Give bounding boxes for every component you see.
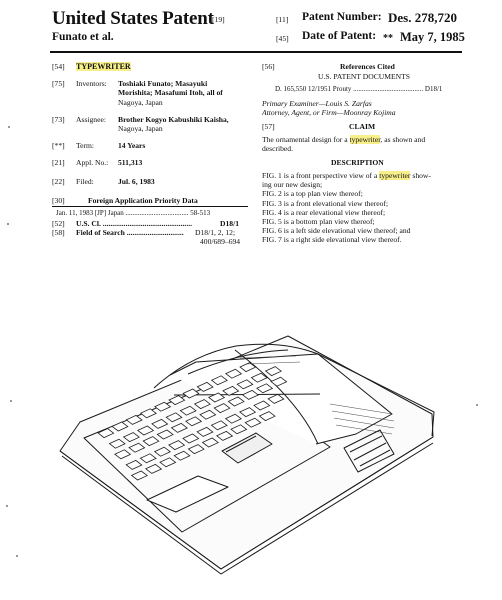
term-value: 14 Years [118,141,146,150]
field-value-2: 400/689–694 [200,237,241,246]
priority-line: Jan. 11, 1983 [JP] Japan .................................... 58-513 [56,209,211,217]
attorney: Attorney, Agent, or Firm—Moonray Kojima [262,108,396,117]
fig-line: FIG. 6 is a left side elevational view thereof; and [262,226,411,236]
fig-line: FIG. 4 is a rear elevational view thereof; [262,207,386,217]
reference-line: D. 165,550 12/1951 Prouty ........................................ D18/1 [275,85,443,93]
refs-title: References Cited [340,62,395,71]
patent-number-value: Des. 278,720 [388,10,457,25]
priority-tag: [30] [52,196,65,205]
assignee-tag: [73] [52,115,65,124]
assignee-label: Assignee: [76,115,106,124]
header-rule [50,51,462,53]
refs-tag: [56] [262,62,275,71]
inventors-tag: [75] [52,79,65,88]
date-value: May 7, 1985 [400,30,465,44]
patent-number-label: Patent Number: [302,11,382,23]
filed-value: Jul. 6, 1983 [118,177,155,186]
refs-subtitle: U.S. PATENT DOCUMENTS [318,72,410,81]
term-label: Term: [76,141,95,150]
claim-tag: [57] [262,122,275,131]
fig-line: FIG. 7 is a right side elevational view thereof. [262,235,402,245]
title-tag: [19] [212,15,225,24]
uscl-label: U.S. Cl. ............................................... [76,219,193,228]
inventors-label: Inventors: [76,79,107,88]
appl-value: 511,313 [118,158,143,167]
patent-office-title: United States Patent [52,8,214,29]
typewriter-drawing [0,290,502,600]
description-title: DESCRIPTION [331,158,384,167]
date-label: Date of Patent: [302,30,377,42]
appl-tag: [21] [52,158,65,167]
patent-number-tag: [11] [276,15,289,24]
inventor-short: Funato et al. [52,31,114,43]
fig-line: FIG. 3 is a front elevational view thereof; [262,198,389,208]
scan-speck [7,223,9,225]
primary-examiner: Primary Examiner—Louis S. Zarfas [262,99,372,108]
scan-speck [8,126,10,128]
field-value-1: D18/1, 2, 12; [195,228,236,237]
assignee-value: Brother Kogyo Kabushiki Kaisha, Nagoya, Japan [118,115,229,134]
field-label: Field of Search .............................. [76,228,184,237]
uscl-value: D18/1 [220,219,239,228]
filed-tag: [22] [52,177,65,186]
fig-line: FIG. 2 is a top plan view thereof; [262,189,363,199]
date-marks: ** [383,33,393,44]
description-text: FIG. 1 is a front perspective view of a typewriter show- ing our new design; FIG. 2 is a top plan view thereof; FIG. 3 is a front elevational view thereof; FIG. 4 is a rear elevational view thereof; FIG. 5 is a bottom plan view thereof; FIG. 6 is a left side elevational view thereof; and FIG. 7 is a right side elevational view thereof. [262,171,431,245]
inventors-value: Toshiaki Funato; Masayuki Morishita; Masafumi Itoh, all of Nagoya, Japan [118,79,223,107]
claim-title: CLAIM [349,122,376,131]
title-field-tag: [54] [52,62,65,71]
term-tag: [**] [52,141,65,150]
appl-label: Appl. No.: [76,158,109,167]
fig-line: FIG. 5 is a bottom plan view thereof; [262,217,375,227]
priority-title: Foreign Application Priority Data [88,196,198,205]
uscl-tag: [52] [52,219,65,228]
claim-text: The ornamental design for a typewriter, as shown and described. [262,135,426,154]
field-tag: [58] [52,228,65,237]
date-tag: [45] [276,34,289,43]
priority-rule [52,206,248,207]
filed-label: Filed: [76,177,94,186]
invention-title: TYPEWRITER [76,62,131,71]
